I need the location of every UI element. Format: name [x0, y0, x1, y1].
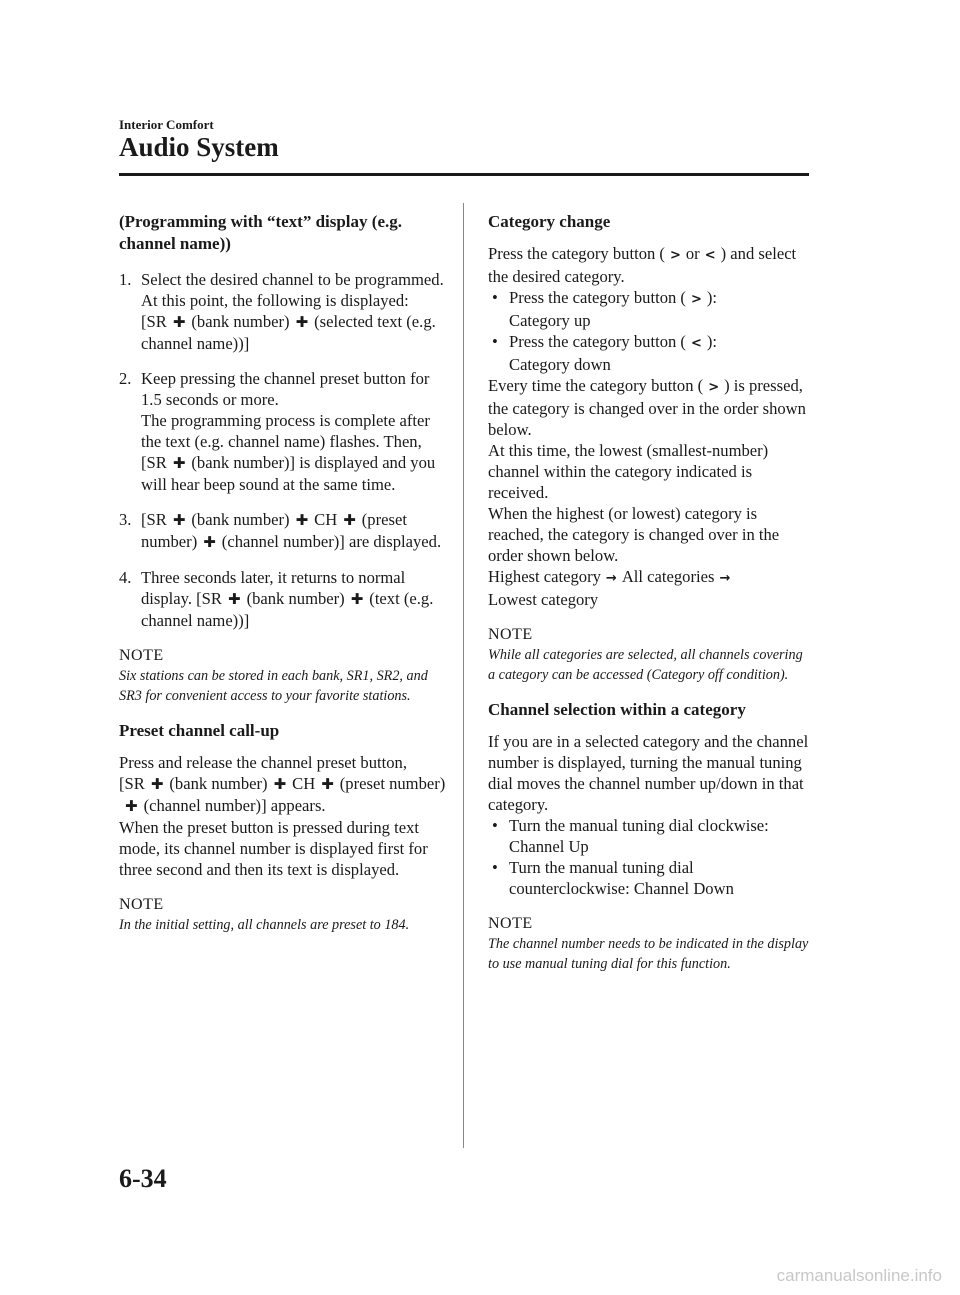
step-1 — [119, 269, 449, 354]
note-text: In the initial setting, all channels are preset to 184. — [119, 917, 410, 933]
plus-icon: ✚ — [172, 511, 186, 529]
note-label: NOTE — [119, 647, 164, 664]
bullet-channel-up: • Turn the manual tuning dial clockwise: Channel Up — [488, 815, 813, 857]
step-text: Three seconds later, it returns to normal display. [SR ✚ (bank number) ✚ (text (e.g. channel name))] — [141, 568, 434, 630]
right-arrow-icon: → — [719, 571, 731, 586]
preset-heading: Preset channel call-up — [119, 721, 280, 740]
category-text: When the highest (or lowest) category is reached, the category is changed over in the order shown below. — [488, 504, 780, 565]
note-label: NOTE — [119, 896, 164, 913]
step-text: Select the desired channel to be programmed. At this point, the following is displayed: — [141, 270, 444, 310]
channel-selection-text: If you are in a selected category and the channel number is displayed, turning the manual tuning dial moves the channel number up/down in that category. — [488, 732, 809, 814]
step-text: The programming process is complete after the text (e.g. channel name) flashes. Then, [SR ✚ (bank number)] is displayed and you will hear beep sound at the same time. — [141, 411, 436, 494]
category-text: Every time the category button ( > ) is pressed, the category is changed over in the order shown below. — [488, 376, 806, 439]
step-number: 3. — [119, 510, 132, 529]
less-than-icon: < — [690, 336, 702, 351]
watermark: carmanualsonline.info — [776, 1266, 942, 1285]
step-3 — [119, 509, 449, 553]
plus-icon: ✚ — [227, 590, 241, 608]
greater-than-icon: > — [708, 380, 720, 395]
note-text: Six stations can be stored in each bank, SR1, SR2, and SR3 for convenient access to your favorite stations. — [119, 668, 428, 704]
step-display-format: [SR ✚ (bank number) ✚ (selected text (e.g. channel name))] — [141, 312, 436, 353]
channel-selection-heading: Channel selection within a category — [488, 700, 746, 719]
greater-than-icon: > — [690, 292, 702, 307]
page-number: 6-34 — [119, 1164, 167, 1193]
plus-icon: ✚ — [203, 533, 216, 551]
step-2 — [119, 368, 449, 495]
step-number: 1. — [119, 270, 132, 289]
category-order: Highest category → All categories → Lowest category — [488, 567, 731, 609]
right-column — [488, 211, 813, 974]
note-text: While all categories are selected, all channels covering a category can be accessed (Category off condition). — [488, 647, 803, 683]
column-divider — [463, 203, 464, 1148]
right-arrow-icon: → — [605, 571, 617, 586]
step-number: 2. — [119, 369, 132, 388]
bullet-icon — [492, 331, 509, 375]
step-4 — [119, 567, 449, 631]
note-text: The channel number needs to be indicated in the display to use manual tuning dial for this function. — [488, 936, 809, 972]
step-number: 4. — [119, 568, 132, 587]
bullet-icon — [492, 287, 509, 331]
plus-icon: ✚ — [273, 775, 287, 793]
preset-text: When the preset button is pressed during text mode, its channel number is displayed first for three second and then its text is displayed. — [119, 818, 428, 879]
bullet-icon — [492, 857, 509, 899]
bullet-category-down: • Press the category button ( < ): Category down — [488, 331, 813, 375]
step-text: Keep pressing the channel preset button for 1.5 seconds or more. — [141, 369, 430, 409]
step-display-format: [SR ✚ (bank number) ✚ CH ✚ (preset number) ✚ (channel number)] are displayed. — [141, 510, 442, 551]
plus-icon: ✚ — [125, 797, 138, 815]
plus-icon: ✚ — [172, 313, 186, 331]
programming-heading: (Programming with “text” display (e.g. channel name)) — [119, 212, 402, 253]
plus-icon: ✚ — [350, 590, 364, 608]
left-column — [119, 211, 449, 935]
plus-icon: ✚ — [321, 775, 334, 793]
preset-display-format: [SR ✚ (bank number) ✚ CH ✚ (preset number)✚ (channel number)] appears. — [119, 774, 446, 815]
bullet-channel-down: • Turn the manual tuning dial counterclockwise: Channel Down — [488, 857, 813, 899]
page-title: Audio System — [119, 132, 279, 162]
category-heading: Category change — [488, 212, 611, 231]
note-label: NOTE — [488, 626, 533, 643]
plus-icon: ✚ — [295, 313, 309, 331]
plus-icon: ✚ — [295, 511, 309, 529]
plus-icon: ✚ — [343, 511, 356, 529]
header-divider — [119, 173, 809, 176]
category-text: At this time, the lowest (smallest-number) channel within the category indicated is received. — [488, 441, 769, 502]
greater-than-icon: > — [669, 248, 681, 263]
plus-icon: ✚ — [150, 775, 164, 793]
bullet-icon — [492, 815, 509, 857]
less-than-icon: < — [704, 248, 716, 263]
preset-text: Press and release the channel preset button, — [119, 753, 407, 772]
bullet-category-up: • Press the category button ( > ): Category up — [488, 287, 813, 331]
section-label: Interior Comfort — [119, 117, 214, 132]
plus-icon: ✚ — [172, 454, 186, 472]
note-label: NOTE — [488, 915, 533, 932]
category-intro: Press the category button ( > or < ) and select the desired category. — [488, 244, 797, 286]
